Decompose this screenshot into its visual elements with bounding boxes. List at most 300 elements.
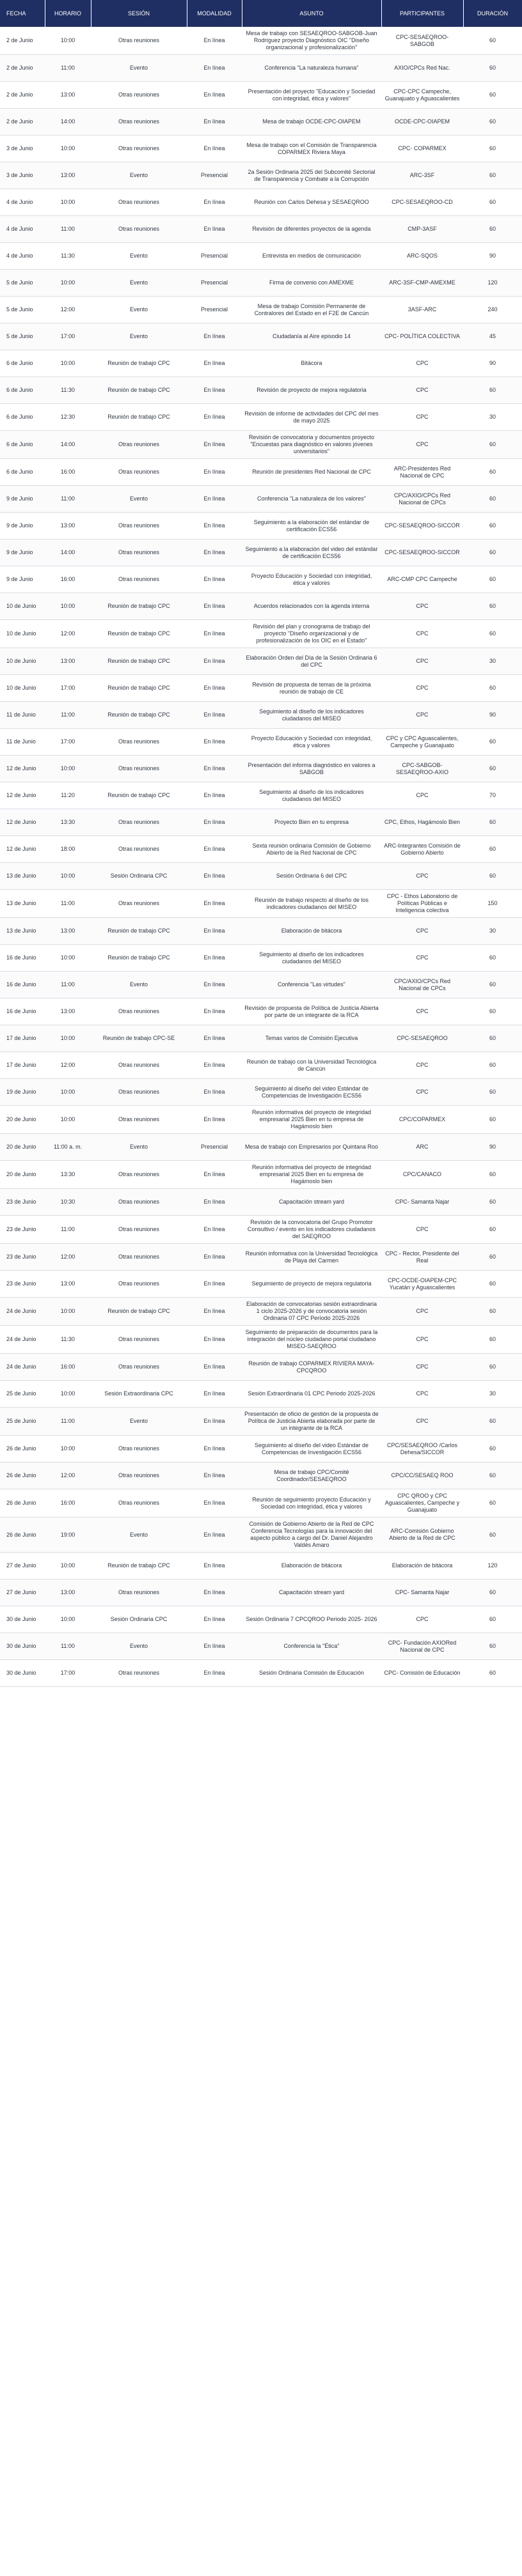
cell-sesion: Evento	[91, 297, 187, 323]
cell-horario: 13:30	[45, 809, 91, 836]
cell-modalidad: En línea	[187, 1489, 242, 1517]
cell-horario: 10:00	[45, 1025, 91, 1052]
cell-modalidad: En línea	[187, 216, 242, 243]
cell-horario: 11:00	[45, 702, 91, 729]
cell-fecha: 26 de Junio	[0, 1517, 45, 1553]
cell-duracion: 30	[463, 918, 522, 945]
cell-asunto: Reunión de trabajo respecto al diseño de los indicadores ciudadanos del MISEO	[242, 890, 381, 918]
cell-duracion: 60	[463, 55, 522, 82]
cell-horario: 14:00	[45, 109, 91, 136]
cell-asunto: Comisión de Gobierno Abierto de la Red de CPC Conferencia Tecnologías para la innovación del aspecto público a cargo del Dr. Daniel Alejandro Valdés Amaro	[242, 1517, 381, 1553]
table-row	[0, 566, 522, 593]
cell-participantes: CPC/SESAEQROO /Carlos Dehesa/SICCOR	[381, 1436, 463, 1463]
cell-sesion: Otras reuniones	[91, 998, 187, 1025]
table-row	[0, 593, 522, 620]
cell-duracion: 60	[463, 863, 522, 890]
cell-participantes: CPC	[381, 350, 463, 377]
cell-participantes: 3ASF-ARC	[381, 297, 463, 323]
cell-asunto: Sesión Extraordinaria 01 CPC Periodo 2025-2026	[242, 1381, 381, 1408]
table-row	[0, 1134, 522, 1161]
cell-duracion: 60	[463, 566, 522, 593]
cell-asunto: Revisión de convocatoria y documentos proyecto "Encuestas para diagnóstico en valores jóvenes universitarios"	[242, 431, 381, 459]
cell-modalidad: En línea	[187, 1216, 242, 1244]
cell-participantes: CPC - Ethos Laboratorio de Políticas Públicas e Inteligencia colectiva	[381, 890, 463, 918]
cell-participantes: CPC-SABGOB-SESAEQROO-AXIO	[381, 756, 463, 782]
cell-modalidad: En línea	[187, 972, 242, 998]
cell-horario: 16:00	[45, 1354, 91, 1381]
cell-fecha: 23 de Junio	[0, 1189, 45, 1216]
cell-fecha: 12 de Junio	[0, 782, 45, 809]
cell-duracion: 120	[463, 270, 522, 297]
cell-horario: 10:00	[45, 1106, 91, 1134]
cell-duracion: 60	[463, 1298, 522, 1326]
table-row	[0, 1436, 522, 1463]
cell-horario: 11:00 a. m.	[45, 1134, 91, 1161]
cell-duracion: 60	[463, 431, 522, 459]
cell-participantes: CPC- COPARMEX	[381, 136, 463, 162]
cell-duracion: 150	[463, 890, 522, 918]
cell-modalidad: En línea	[187, 189, 242, 216]
cell-modalidad: En línea	[187, 1517, 242, 1553]
table-row	[0, 539, 522, 566]
cell-sesion: Otras reuniones	[91, 756, 187, 782]
cell-fecha: 23 de Junio	[0, 1216, 45, 1244]
cell-asunto: Presentación del proyecto "Educación y Sociedad con integridad, ética y valores"	[242, 82, 381, 109]
cell-fecha: 2 de Junio	[0, 82, 45, 109]
cell-modalidad: En línea	[187, 809, 242, 836]
table-row	[0, 323, 522, 350]
cell-duracion: 60	[463, 1606, 522, 1633]
cell-duracion: 60	[463, 162, 522, 189]
cell-duracion: 30	[463, 404, 522, 431]
cell-asunto: Bitácora	[242, 350, 381, 377]
cell-sesion: Evento	[91, 55, 187, 82]
cell-modalidad: En línea	[187, 1436, 242, 1463]
cell-modalidad: En línea	[187, 1189, 242, 1216]
cell-modalidad: En línea	[187, 513, 242, 539]
cell-asunto: Seguimiento al diseño de los indicadores ciudadanos del MISEO	[242, 782, 381, 809]
cell-duracion: 60	[463, 513, 522, 539]
table-row	[0, 136, 522, 162]
table-row	[0, 459, 522, 486]
cell-participantes: CPC- Fundación AXIORed Nacional de CPC	[381, 1633, 463, 1660]
cell-participantes: CPC	[381, 620, 463, 648]
cell-modalidad: En línea	[187, 323, 242, 350]
cell-participantes: AXIO/CPCs Red Nac.	[381, 55, 463, 82]
table-row	[0, 377, 522, 404]
cell-sesion: Otras reuniones	[91, 1436, 187, 1463]
cell-participantes: ARC-3SF-CMP-AMEXME	[381, 270, 463, 297]
cell-asunto: Reunión informativa del proyecto de integridad empresarial 2025 Bien en tu empresa de Hagámoslo bien	[242, 1161, 381, 1189]
cell-fecha: 16 de Junio	[0, 998, 45, 1025]
header-asunto: ASUNTO	[242, 0, 381, 27]
cell-fecha: 27 de Junio	[0, 1553, 45, 1579]
cell-participantes: CPC	[381, 1381, 463, 1408]
cell-fecha: 10 de Junio	[0, 593, 45, 620]
cell-duracion: 30	[463, 648, 522, 675]
cell-horario: 12:00	[45, 1463, 91, 1489]
table-row	[0, 756, 522, 782]
cell-modalidad: En línea	[187, 756, 242, 782]
table-row	[0, 863, 522, 890]
cell-sesion: Reunión de trabajo CPC	[91, 675, 187, 702]
cell-sesion: Otras reuniones	[91, 809, 187, 836]
cell-modalidad: En línea	[187, 1408, 242, 1436]
cell-horario: 13:00	[45, 918, 91, 945]
cell-horario: 14:00	[45, 431, 91, 459]
cell-horario: 13:30	[45, 1161, 91, 1189]
header-sesion: SESIÓN	[91, 0, 187, 27]
cell-sesion: Reunión de trabajo CPC	[91, 648, 187, 675]
cell-sesion: Otras reuniones	[91, 1271, 187, 1298]
cell-asunto: Reunión informativa con la Universidad Tecnológica de Playa del Carmen	[242, 1244, 381, 1271]
table-row	[0, 216, 522, 243]
cell-fecha: 10 de Junio	[0, 620, 45, 648]
cell-sesion: Otras reuniones	[91, 729, 187, 756]
table-row	[0, 1381, 522, 1408]
cell-fecha: 11 de Junio	[0, 702, 45, 729]
cell-participantes: CPC	[381, 702, 463, 729]
table-row	[0, 1106, 522, 1134]
cell-fecha: 23 de Junio	[0, 1244, 45, 1271]
header-fecha: FECHA	[0, 0, 45, 27]
cell-asunto: Revisión de propuesta de temas de la próxima reunión de trabajo de CE	[242, 675, 381, 702]
cell-asunto: Mesa de trabajo CPC/Comité Coordinador/SESAEQROO	[242, 1463, 381, 1489]
cell-asunto: Mesa de trabajo con Empresarios por Quintana Roo	[242, 1134, 381, 1161]
cell-sesion: Evento	[91, 972, 187, 998]
cell-modalidad: En línea	[187, 136, 242, 162]
cell-asunto: Revisión de proyecto de mejora regulatoria	[242, 377, 381, 404]
cell-asunto: Seguimiento al diseño de los indicadores ciudadanos del MISEO	[242, 702, 381, 729]
cell-participantes: ARC-CMP CPC Campeche	[381, 566, 463, 593]
cell-modalidad: En línea	[187, 1025, 242, 1052]
cell-horario: 13:00	[45, 162, 91, 189]
cell-asunto: Entrevista en medios de comunicación	[242, 243, 381, 270]
cell-duracion: 60	[463, 998, 522, 1025]
cell-sesion: Sesión Ordinaria CPC	[91, 863, 187, 890]
cell-sesion: Reunión de trabajo CPC	[91, 350, 187, 377]
cell-duracion: 60	[463, 1052, 522, 1079]
cell-participantes: CPC-SESAEQROO-SICCOR	[381, 513, 463, 539]
cell-participantes: CPC	[381, 1079, 463, 1106]
cell-horario: 18:00	[45, 836, 91, 863]
cell-sesion: Otras reuniones	[91, 890, 187, 918]
cell-participantes: CPC	[381, 431, 463, 459]
cell-horario: 10:00	[45, 27, 91, 55]
cell-participantes: CPC-SESAEQROO	[381, 1025, 463, 1052]
cell-fecha: 23 de Junio	[0, 1271, 45, 1298]
cell-asunto: Reunión informativa del proyecto de integridad empresarial 2025 Bien en tu empresa de Hagámoslo bien	[242, 1106, 381, 1134]
cell-horario: 10:00	[45, 1381, 91, 1408]
cell-horario: 10:00	[45, 593, 91, 620]
cell-horario: 10:00	[45, 945, 91, 972]
cell-asunto: Sesión Ordinaria 7 CPCQROO Periodo 2025- 2026	[242, 1606, 381, 1633]
cell-duracion: 60	[463, 216, 522, 243]
cell-asunto: Sexta reunión ordinaria Comisión de Gobierno Abierto de la Red Nacional de CPC	[242, 836, 381, 863]
cell-horario: 12:00	[45, 297, 91, 323]
cell-participantes: CPC	[381, 593, 463, 620]
cell-horario: 13:00	[45, 1271, 91, 1298]
cell-modalidad: En línea	[187, 648, 242, 675]
cell-fecha: 12 de Junio	[0, 836, 45, 863]
cell-asunto: Seguimiento al diseño del video Estándar de Competencias de Investigación ECS56	[242, 1436, 381, 1463]
cell-horario: 10:00	[45, 1553, 91, 1579]
cell-fecha: 19 de Junio	[0, 1079, 45, 1106]
table-row	[0, 1517, 522, 1553]
cell-horario: 19:00	[45, 1517, 91, 1553]
cell-sesion: Otras reuniones	[91, 459, 187, 486]
cell-asunto: Mesa de trabajo con SESAEQROO-SABGOB-Juan Rodríguez proyecto Diagnóstico OIC "Diseño organizacional y profesionalización"	[242, 27, 381, 55]
cell-fecha: 30 de Junio	[0, 1606, 45, 1633]
cell-duracion: 70	[463, 782, 522, 809]
cell-horario: 10:30	[45, 1189, 91, 1216]
table-row	[0, 404, 522, 431]
cell-horario: 17:00	[45, 729, 91, 756]
cell-modalidad: En línea	[187, 431, 242, 459]
cell-participantes: CPC- Samanta Najar	[381, 1579, 463, 1606]
table-row	[0, 1553, 522, 1579]
cell-asunto: Reunión de presidentes Red Nacional de CPC	[242, 459, 381, 486]
cell-asunto: Presentación de oficio de gestión de la propuesta de Política de Justicia Abierta elaborada por parte de un integrante de la RCA	[242, 1408, 381, 1436]
cell-horario: 11:00	[45, 1633, 91, 1660]
table-row	[0, 890, 522, 918]
cell-asunto: Elaboración de convocatorias sesión extraordinaria 1 ciclo 2025-2026 y de convocatoria sesión Ordinaria 07 CPC Período 2025-2026	[242, 1298, 381, 1326]
cell-participantes: CPC y CPC Aguascalientes, Campeche y Guanajuato	[381, 729, 463, 756]
cell-participantes: CPC-OCDE-OIAPEM-CPC Yucatán y Aguascalientes	[381, 1271, 463, 1298]
cell-fecha: 24 de Junio	[0, 1298, 45, 1326]
cell-horario: 10:00	[45, 1606, 91, 1633]
cell-participantes: CPC/CANACO	[381, 1161, 463, 1189]
cell-sesion: Reunión de trabajo CPC	[91, 1553, 187, 1579]
cell-sesion: Otras reuniones	[91, 82, 187, 109]
table-row	[0, 1606, 522, 1633]
cell-fecha: 5 de Junio	[0, 270, 45, 297]
cell-sesion: Otras reuniones	[91, 109, 187, 136]
table-row	[0, 1052, 522, 1079]
cell-sesion: Otras reuniones	[91, 1463, 187, 1489]
cell-fecha: 9 de Junio	[0, 486, 45, 513]
cell-modalidad: En línea	[187, 27, 242, 55]
cell-modalidad: En línea	[187, 350, 242, 377]
cell-modalidad: En línea	[187, 109, 242, 136]
cell-modalidad: En línea	[187, 1381, 242, 1408]
cell-horario: 10:00	[45, 756, 91, 782]
cell-fecha: 5 de Junio	[0, 323, 45, 350]
cell-sesion: Evento	[91, 243, 187, 270]
cell-sesion: Reunión de trabajo CPC	[91, 782, 187, 809]
cell-horario: 11:00	[45, 55, 91, 82]
cell-participantes: ARC-Presidentes Red Nacional de CPC	[381, 459, 463, 486]
cell-fecha: 20 de Junio	[0, 1161, 45, 1189]
cell-modalidad: En línea	[187, 404, 242, 431]
cell-horario: 11:30	[45, 377, 91, 404]
cell-sesion: Reunión de trabajo CPC	[91, 593, 187, 620]
cell-fecha: 16 de Junio	[0, 945, 45, 972]
table-row	[0, 109, 522, 136]
cell-sesion: Otras reuniones	[91, 136, 187, 162]
table-row	[0, 1271, 522, 1298]
cell-duracion: 60	[463, 1633, 522, 1660]
cell-horario: 17:00	[45, 1660, 91, 1687]
cell-horario: 10:00	[45, 863, 91, 890]
cell-horario: 17:00	[45, 323, 91, 350]
cell-horario: 13:00	[45, 998, 91, 1025]
cell-duracion: 90	[463, 1134, 522, 1161]
cell-horario: 13:00	[45, 513, 91, 539]
cell-asunto: Reunión de trabajo con la Universidad Tecnológica de Cancún	[242, 1052, 381, 1079]
cell-duracion: 60	[463, 82, 522, 109]
cell-asunto: Temas varios de Comisión Ejecutiva	[242, 1025, 381, 1052]
cell-participantes: CPC	[381, 1408, 463, 1436]
cell-fecha: 9 de Junio	[0, 513, 45, 539]
cell-duracion: 60	[463, 189, 522, 216]
cell-duracion: 60	[463, 1161, 522, 1189]
table-row	[0, 297, 522, 323]
cell-horario: 14:00	[45, 539, 91, 566]
cell-participantes: CPC	[381, 648, 463, 675]
cell-modalidad: En línea	[187, 998, 242, 1025]
cell-duracion: 60	[463, 539, 522, 566]
cell-fecha: 10 de Junio	[0, 648, 45, 675]
cell-asunto: Proyecto Bien en tu empresa	[242, 809, 381, 836]
cell-duracion: 60	[463, 593, 522, 620]
cell-sesion: Reunión de trabajo CPC	[91, 702, 187, 729]
cell-horario: 12:30	[45, 404, 91, 431]
cell-modalidad: En línea	[187, 945, 242, 972]
table-row	[0, 82, 522, 109]
cell-horario: 11:00	[45, 486, 91, 513]
cell-horario: 11:00	[45, 1216, 91, 1244]
table-row	[0, 1463, 522, 1489]
table-row	[0, 945, 522, 972]
cell-modalidad: En línea	[187, 566, 242, 593]
cell-modalidad: En línea	[187, 890, 242, 918]
table-row	[0, 729, 522, 756]
cell-modalidad: En línea	[187, 1244, 242, 1271]
cell-participantes: CPC-CPC Campeche, Guanajuato y Aguascalientes	[381, 82, 463, 109]
cell-fecha: 3 de Junio	[0, 136, 45, 162]
cell-sesion: Evento	[91, 1517, 187, 1553]
cell-asunto: Firma de convenio con AMEXME	[242, 270, 381, 297]
cell-asunto: Proyecto Educación y Sociedad con integridad, ética y valores	[242, 729, 381, 756]
cell-participantes: CPC/AXIO/CPCs Red Nacional de CPCs	[381, 486, 463, 513]
cell-sesion: Sesión Extraordinaria CPC	[91, 1381, 187, 1408]
cell-fecha: 10 de Junio	[0, 675, 45, 702]
cell-duracion: 60	[463, 1489, 522, 1517]
cell-asunto: 2a Sesión Ordinaria 2025 del Subcomité Sectorial de Transparencia y Combate a la Corrupción	[242, 162, 381, 189]
cell-duracion: 90	[463, 350, 522, 377]
cell-participantes: CPC	[381, 1354, 463, 1381]
cell-participantes: CPC-SESAEQROO-CD	[381, 189, 463, 216]
cell-asunto: Capacitación stream yard	[242, 1579, 381, 1606]
cell-fecha: 5 de Junio	[0, 297, 45, 323]
table-row	[0, 270, 522, 297]
cell-modalidad: Presencial	[187, 270, 242, 297]
cell-fecha: 26 de Junio	[0, 1489, 45, 1517]
cell-duracion: 60	[463, 27, 522, 55]
cell-asunto: Presentación del informa diagnóstico en valores a SABGOB	[242, 756, 381, 782]
cell-participantes: CPC/CC/SESAEQ ROO	[381, 1463, 463, 1489]
cell-sesion: Evento	[91, 1633, 187, 1660]
cell-fecha: 30 de Junio	[0, 1660, 45, 1687]
cell-duracion: 240	[463, 297, 522, 323]
cell-modalidad: En línea	[187, 1271, 242, 1298]
cell-participantes: CPC/COPARMEX	[381, 1106, 463, 1134]
table-row	[0, 620, 522, 648]
cell-participantes: CPC - Rector, Presidente del Real	[381, 1244, 463, 1271]
cell-duracion: 60	[463, 459, 522, 486]
cell-modalidad: En línea	[187, 82, 242, 109]
cell-sesion: Evento	[91, 323, 187, 350]
table-row	[0, 1216, 522, 1244]
cell-duracion: 60	[463, 1216, 522, 1244]
cell-fecha: 20 de Junio	[0, 1106, 45, 1134]
cell-modalidad: En línea	[187, 1298, 242, 1326]
cell-modalidad: En línea	[187, 593, 242, 620]
cell-fecha: 13 de Junio	[0, 918, 45, 945]
cell-sesion: Otras reuniones	[91, 1326, 187, 1354]
cell-fecha: 26 de Junio	[0, 1463, 45, 1489]
cell-fecha: 25 de Junio	[0, 1381, 45, 1408]
cell-fecha: 13 de Junio	[0, 863, 45, 890]
cell-sesion: Otras reuniones	[91, 513, 187, 539]
cell-modalidad: Presencial	[187, 1134, 242, 1161]
cell-fecha: 3 de Junio	[0, 162, 45, 189]
cell-horario: 13:00	[45, 1579, 91, 1606]
cell-asunto: Seguimiento al diseño del video Estándar de Competencias de Investigación ECS56	[242, 1079, 381, 1106]
cell-participantes: ARC-Comisión Gobierno Abierto de la Red de CPC	[381, 1517, 463, 1553]
cell-fecha: 24 de Junio	[0, 1354, 45, 1381]
cell-participantes: CPC	[381, 1606, 463, 1633]
table-row	[0, 1633, 522, 1660]
cell-horario: 10:00	[45, 1436, 91, 1463]
table-row	[0, 1298, 522, 1326]
cell-participantes: ARC-Integrantes Comisión de Gobierno Abierto	[381, 836, 463, 863]
cell-sesion: Otras reuniones	[91, 431, 187, 459]
cell-asunto: Sesión Ordinaria 6 del CPC	[242, 863, 381, 890]
cell-horario: 10:00	[45, 1298, 91, 1326]
table-row	[0, 1025, 522, 1052]
cell-sesion: Otras reuniones	[91, 1489, 187, 1517]
cell-modalidad: En línea	[187, 836, 242, 863]
cell-sesion: Otras reuniones	[91, 27, 187, 55]
cell-duracion: 60	[463, 1354, 522, 1381]
cell-participantes: CPC- POLÍTICA COLECTIVA	[381, 323, 463, 350]
table-row	[0, 1579, 522, 1606]
cell-asunto: Revisión de informe de actividades del CPC del mes de mayo 2025	[242, 404, 381, 431]
cell-horario: 11:30	[45, 243, 91, 270]
cell-asunto: Mesa de trabajo Comisión Permanente de Contralores del Estado en el F2E de Cancún	[242, 297, 381, 323]
cell-participantes: CPC	[381, 782, 463, 809]
cell-duracion: 60	[463, 1189, 522, 1216]
cell-fecha: 25 de Junio	[0, 1408, 45, 1436]
header-modalidad: MODALIDAD	[187, 0, 242, 27]
cell-modalidad: En línea	[187, 377, 242, 404]
cell-asunto: Elaboración Orden del Día de la Sesión Ordinaria 6 del CPC	[242, 648, 381, 675]
cell-modalidad: En línea	[187, 1463, 242, 1489]
cell-duracion: 90	[463, 702, 522, 729]
cell-sesion: Evento	[91, 270, 187, 297]
cell-participantes: CPC	[381, 1326, 463, 1354]
cell-duracion: 60	[463, 1660, 522, 1687]
cell-horario: 13:00	[45, 648, 91, 675]
cell-asunto: Conferencia "La naturaleza de los valores"	[242, 486, 381, 513]
cell-sesion: Otras reuniones	[91, 216, 187, 243]
cell-duracion: 60	[463, 675, 522, 702]
cell-sesion: Otras reuniones	[91, 1579, 187, 1606]
cell-fecha: 6 de Junio	[0, 431, 45, 459]
cell-fecha: 20 de Junio	[0, 1134, 45, 1161]
